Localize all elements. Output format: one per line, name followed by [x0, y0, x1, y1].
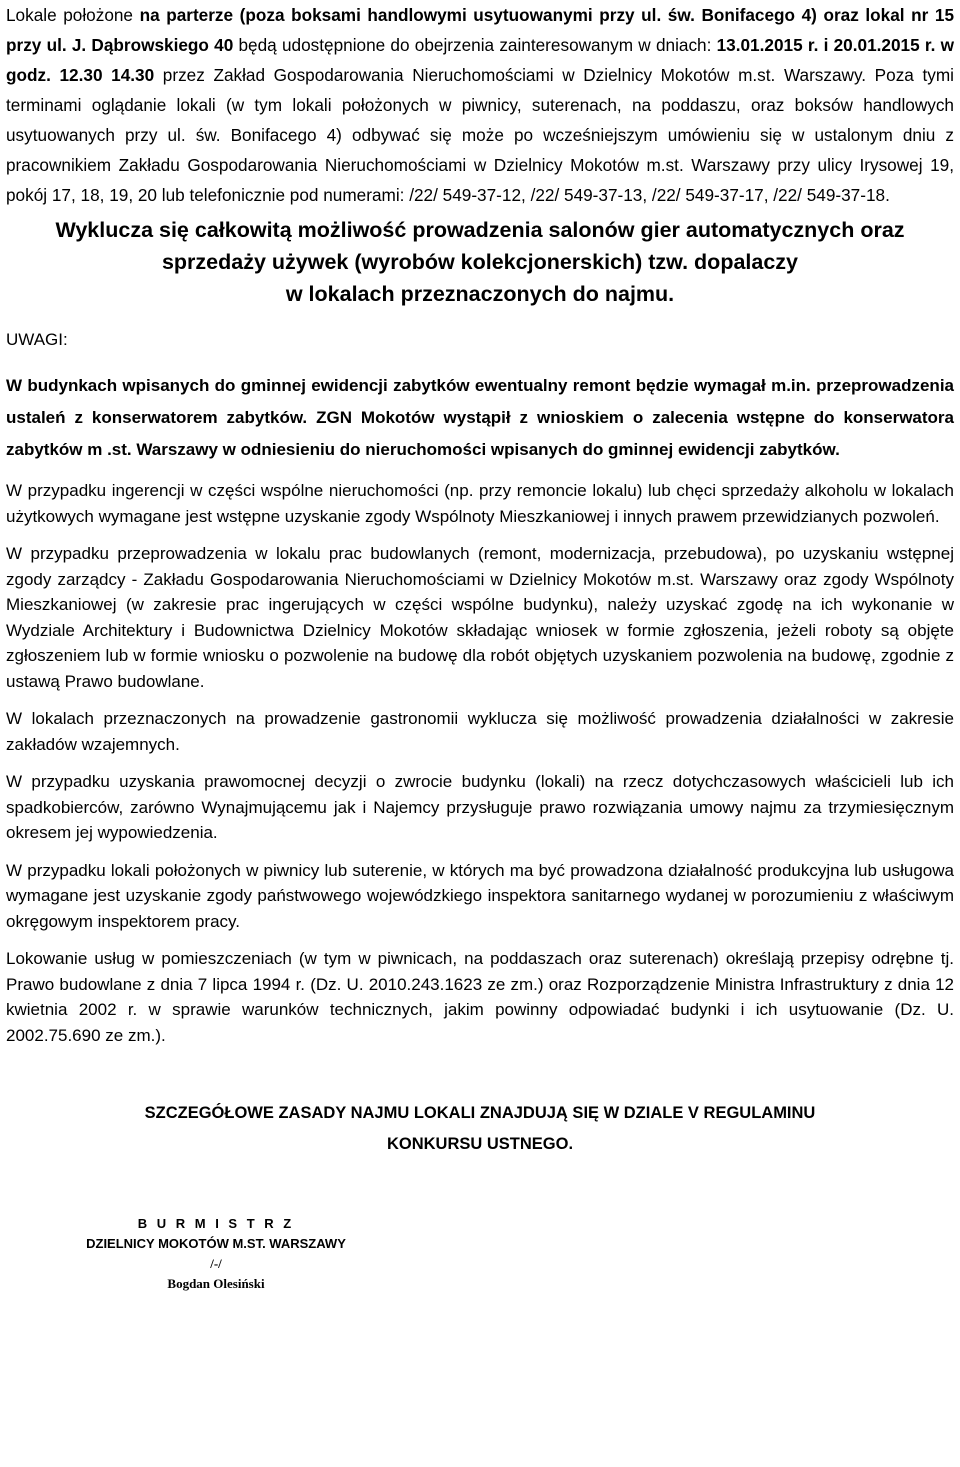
paragraph-basement-premises: W przypadku lokali położonych w piwnicy lub suterenie, w których ma być prowadzona działalność produkcyjna lub usługowa wymagane jest uzyskanie zgody państwowego wojewódzkiego inspektora sanitarnego wydanej w porozumieniu z właściwym okręgowym inspektorem pracy.: [6, 860, 954, 931]
signature-mark: /-/: [210, 1256, 222, 1271]
intro-text-3: przez Zakład Gospodarowania Nieruchomościami w Dzielnicy Mokotów m.st. Warszawy. Poza tymi terminami oglądanie lokali (w tym lokali położonych w piwnicy, suterenach, na poddaszu, oraz boksów handlowych usytuowanych przy ul. św. Bonifacego 4) odbywać się może po wcześniejszym umówieniu się w ustalonym dniu z pracownikiem Zakładu Gospodarowania Nieruchomościami w Dzielnicy Mokotów m.st. Warszawy przy ulicy Irysowej 19, pokój 17, 18, 19, 20 lub telefonicznie pod numerami: /22/ 549-37-12, /22/ 549-37-13, /22/ 549-37-17, /22/ 549-37-18.: [6, 65, 954, 205]
final-line-1: SZCZEGÓŁOWE ZASADY NAJMU LOKALI ZNAJDUJĄ SIĘ W DZIALE V REGULAMINU: [144, 1104, 816, 1122]
warning-notice: [6, 214, 954, 310]
signature-title: B U R M I S T R Z: [137, 1216, 295, 1231]
signature-block: [6, 1214, 426, 1294]
paragraph-common-parts: W przypadku ingerencji w części wspólne nieruchomości (np. przy remoncie lokalu) lub chęci sprzedaży alkoholu w lokalach użytkowych wymagane jest wstępne uzyskanie zgody Wspólnoty Mieszkaniowej i innych prawem przewidzianych pozwoleń.: [6, 481, 954, 526]
intro-premises-bold: na parterze (poza boksami handlowymi usytuowanymi przy ul. św. Bonifacego 4) oraz lokal nr 15 przy ul. J. Dąbrowskiego 40: [6, 5, 955, 55]
warning-line-3: w lokalach przeznaczonych do najmu.: [285, 282, 675, 306]
paragraph-construction-works: W przypadku przeprowadzenia w lokalu prac budowlanych (remont, modernizacja, przebudowa), po uzyskaniu wstępnej zgody zarządcy - Zakładu Gospodarowania Nieruchomościami w Dzielnicy Mokotów m.st. Warszawy oraz zgody Wspólnoty Mieszkaniowej (w zakresie prac ingerujących w części wspólne budynku), należy uzyskać zgodę na ich wykonanie w Wydziale Architektury i Budownictwa Dzielnicy Mokotów składając wniosek w formie zgłoszenia, jeżeli roboty są objęte zgłoszeniem lub w formie wniosku o pozwolenie na budowę dla robót objętych uzyskaniem pozwolenia na budowę, zgodnie z ustawą Prawo budowlane.: [6, 544, 954, 691]
warning-line-1: Wyklucza się całkowitą możliwość prowadzenia salonów gier automatycznych oraz: [55, 218, 905, 242]
intro-dates-bold: 13.01.2015 r. i 20.01.2015 r. w godz. 12.30 14.30: [6, 35, 955, 85]
final-notice: [6, 1098, 954, 1160]
intro-paragraph: [6, 0, 954, 210]
signature-name: Bogdan Olesiński: [167, 1276, 265, 1291]
paragraph-regulations: Lokowanie usług w pomieszczeniach (w tym w piwnicach, na poddaszach oraz suterenach) określają przepisy odrębne tj. Prawo budowlane z dnia 7 lipca 1994 r. (Dz. U. 2010.243.1623 ze zm.) oraz Rozporządzenie Ministra Infrastruktury z dnia 12 kwietnia 2002 r. w sprawie warunków technicznych, jakim powinny odpowiadać budynki i ich usytuowanie (Dz. U. 2002.75.690 ze zm.).: [6, 949, 954, 1045]
signature-office: DZIELNICY MOKOTÓW M.ST. WARSZAWY: [86, 1236, 346, 1251]
intro-text-1: Lokale położone: [6, 5, 140, 25]
uwagi-label: UWAGI:: [6, 330, 68, 349]
final-line-2: KONKURSU USTNEGO.: [386, 1135, 574, 1153]
paragraph-gastronomy: W lokalach przeznaczonych na prowadzenie gastronomii wyklucza się możliwość prowadzenia działalności w zakresie zakładów wzajemnych.: [6, 709, 954, 754]
monuments-paragraph: W budynkach wpisanych do gminnej ewidencji zabytków ewentualny remont będzie wymagał m.in. przeprowadzenia ustaleń z konserwatorem zabytków. ZGN Mokotów wystąpił z wnioskiem o zalecenia wstępne do konserwatora zabytków m .st. Warszawy w odniesieniu do nieruchomości wpisanych do gminnej ewidencji zabytków.: [6, 376, 954, 459]
paragraph-building-return: W przypadku uzyskania prawomocnej decyzji o zwrocie budynku (lokali) na rzecz dotychczasowych właścicieli lub ich spadkobierców, zarówno Wynajmującemu jak i Najemcy przysługuje prawo rozwiązania umowy najmu za trzymiesięcznym okresem jej wypowiedzenia.: [6, 772, 954, 842]
intro-text-2: będą udostępnione do obejrzenia zainteresowanym w dniach:: [233, 35, 717, 55]
warning-line-2: sprzedaży używek (wyrobów kolekcjonerskich) tzw. dopalaczy: [161, 250, 799, 274]
